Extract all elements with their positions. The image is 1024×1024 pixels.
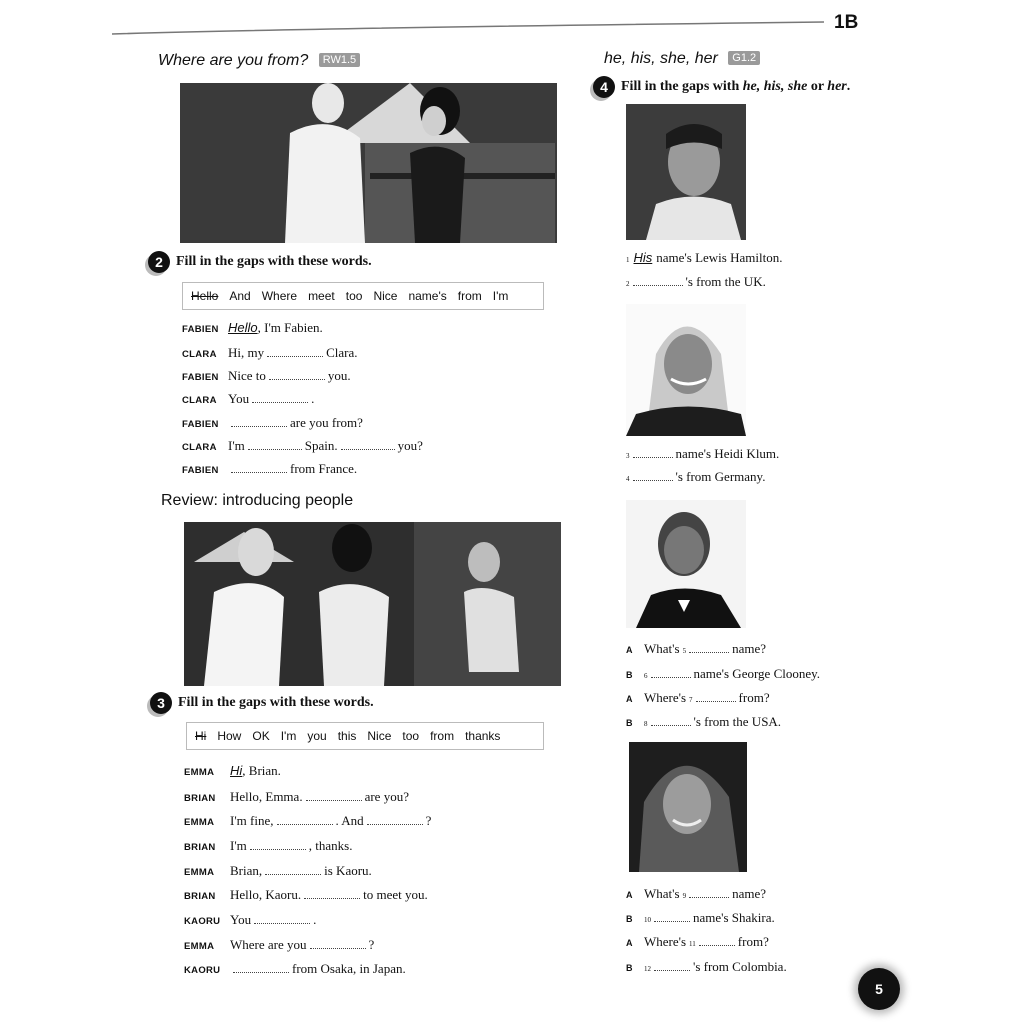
line-text: 's from the USA. xyxy=(693,714,782,729)
sentence-line xyxy=(626,445,779,462)
dialogue-line xyxy=(184,936,374,953)
speaker-label: KAORU xyxy=(184,916,221,927)
item-number: 10 xyxy=(644,916,651,924)
line-text: 's from Colombia. xyxy=(693,959,787,974)
reference-tag: G1.2 xyxy=(728,51,760,65)
exercise-instruction: Fill in the gaps with these words. xyxy=(176,254,372,269)
line-text: you? xyxy=(397,438,423,453)
dialogue-line xyxy=(182,320,323,336)
answer-gap[interactable] xyxy=(651,713,691,726)
answer-gap[interactable] xyxy=(252,390,308,403)
speaker-label: FABIEN xyxy=(182,465,219,476)
answer-gap[interactable] xyxy=(633,273,683,286)
word-chip: Nice xyxy=(367,729,392,743)
word-chip: thanks xyxy=(465,729,501,743)
answer-gap[interactable] xyxy=(633,445,673,458)
dialogue-line xyxy=(626,689,770,706)
dialogue-line xyxy=(184,960,406,977)
speaker-label: CLARA xyxy=(182,349,217,360)
line-text: from Osaka, in Japan. xyxy=(292,961,406,976)
speaker-label: A xyxy=(626,890,633,900)
answer-gap[interactable] xyxy=(654,909,690,922)
dialogue-line xyxy=(626,958,787,975)
line-text: Where's xyxy=(644,690,687,705)
line-text: . xyxy=(313,912,317,927)
line-text: Hi, my xyxy=(228,345,265,360)
line-text: name's Shakira. xyxy=(693,910,775,925)
sentence-line xyxy=(626,273,766,290)
line-text: . And xyxy=(335,813,364,828)
section-title-where-from xyxy=(158,52,360,70)
photo-lewis-hamilton xyxy=(626,104,746,240)
dialogue-line xyxy=(182,390,314,407)
answer-gap[interactable] xyxy=(277,812,333,825)
item-number: 5 xyxy=(682,647,687,655)
dialogue-line xyxy=(626,640,766,657)
word-used: Hello xyxy=(191,289,219,303)
section-title-pronouns xyxy=(604,50,760,68)
answer-gap[interactable] xyxy=(341,437,395,450)
word-chip: Where xyxy=(261,289,298,303)
section-title-review: Review: introducing people xyxy=(161,492,354,509)
dialogue-line xyxy=(182,437,423,454)
speaker-label: A xyxy=(626,645,633,655)
word-chip: Nice xyxy=(373,289,398,303)
line-text: name? xyxy=(732,641,766,656)
line-text: Where are you xyxy=(230,937,307,952)
instruction-words: her xyxy=(827,79,847,94)
dialogue-line xyxy=(626,933,769,950)
answer-gap[interactable] xyxy=(231,460,287,473)
speaker-label: FABIEN xyxy=(182,419,219,430)
dialogue-line xyxy=(184,911,316,928)
word-chip: I'm xyxy=(492,289,509,303)
speaker-label: CLARA xyxy=(182,442,217,453)
page-number-badge: 5 xyxy=(858,968,900,1010)
sentence-line xyxy=(626,250,782,266)
line-text: I'm xyxy=(228,438,245,453)
line-text: What's xyxy=(644,641,680,656)
line-text: from France. xyxy=(290,461,358,476)
exercise-number: 2 xyxy=(148,251,170,273)
answer-gap[interactable] xyxy=(254,911,310,924)
answer-gap[interactable] xyxy=(248,437,302,450)
item-number: 8 xyxy=(644,720,648,728)
word-chip: And xyxy=(229,289,251,303)
line-text: Brian, xyxy=(230,863,263,878)
photo-heidi-klum xyxy=(626,304,746,436)
speaker-label: FABIEN xyxy=(182,372,219,383)
section-title-text: he, his, she, her xyxy=(604,50,718,67)
example-answer: Hello xyxy=(228,320,258,335)
line-text: Hello, Kaoru. xyxy=(230,887,302,902)
line-text: You xyxy=(228,391,250,406)
dialogue-line xyxy=(184,862,372,879)
item-number: 7 xyxy=(689,696,693,704)
dialogue-line xyxy=(626,909,775,926)
line-text: is Kaoru. xyxy=(324,863,372,878)
answer-gap[interactable] xyxy=(689,885,729,898)
example-answer: His xyxy=(633,250,653,265)
instruction-text: or xyxy=(810,79,824,94)
line-text: name's George Clooney. xyxy=(693,666,821,681)
line-text: from? xyxy=(737,934,769,949)
word-chip: this xyxy=(337,729,357,743)
example-answer: Hi xyxy=(230,763,243,778)
answer-gap[interactable] xyxy=(269,367,325,380)
line-text: are you? xyxy=(364,789,409,804)
answer-gap[interactable] xyxy=(231,414,287,427)
line-text: Hello, Emma. xyxy=(230,789,303,804)
word-chip: I'm xyxy=(280,729,297,743)
answer-gap[interactable] xyxy=(633,468,673,481)
unit-label: 1B xyxy=(834,12,859,33)
dialogue-line xyxy=(626,885,766,902)
line-text: ? xyxy=(425,813,432,828)
exercise-number: 4 xyxy=(593,76,615,98)
answer-gap[interactable] xyxy=(250,837,306,850)
section-title-text: Where are you from? xyxy=(158,52,309,69)
line-text: ? xyxy=(368,937,375,952)
dialogue-line xyxy=(184,886,428,903)
answer-gap[interactable] xyxy=(267,344,323,357)
line-text: are you from? xyxy=(290,415,363,430)
word-chip: too xyxy=(402,729,420,743)
line-text: . xyxy=(311,391,315,406)
answer-gap[interactable] xyxy=(310,936,366,949)
answer-gap[interactable] xyxy=(233,960,289,973)
speaker-label: B xyxy=(626,914,633,924)
speaker-label: EMMA xyxy=(184,817,215,828)
word-chip: meet xyxy=(308,289,335,303)
item-number: 9 xyxy=(682,892,687,900)
line-text: Spain. xyxy=(304,438,338,453)
speaker-label: B xyxy=(626,963,633,973)
line-text: 's from the UK. xyxy=(685,274,766,289)
reference-tag: RW1.5 xyxy=(319,53,360,67)
answer-gap[interactable] xyxy=(265,862,321,875)
word-chip: you xyxy=(307,729,327,743)
answer-gap[interactable] xyxy=(696,689,736,702)
answer-gap[interactable] xyxy=(304,886,360,899)
word-box-exercise-2 xyxy=(182,282,544,310)
speaker-label: CLARA xyxy=(182,395,217,406)
sentence-line xyxy=(626,468,765,485)
line-text: Clara. xyxy=(326,345,358,360)
dialogue-line xyxy=(182,344,358,361)
photo-shakira xyxy=(629,742,747,872)
dialogue-line xyxy=(184,788,409,805)
speaker-label: A xyxy=(626,694,633,704)
speaker-label: EMMA xyxy=(184,867,215,878)
item-number: 1 xyxy=(626,256,630,264)
speaker-label: B xyxy=(626,670,633,680)
answer-gap[interactable] xyxy=(651,665,691,678)
answer-gap[interactable] xyxy=(306,788,362,801)
word-box-exercise-3 xyxy=(186,722,544,750)
speaker-label: A xyxy=(626,938,633,948)
line-text: name's Heidi Klum. xyxy=(675,446,780,461)
dialogue-line xyxy=(184,812,431,829)
exercise-4-heading xyxy=(593,76,850,98)
exercise-3-heading xyxy=(150,692,374,714)
speaker-label: FABIEN xyxy=(182,324,219,335)
dialogue-line xyxy=(626,713,781,730)
line-text: I'm fine, xyxy=(230,813,274,828)
word-chip: too xyxy=(345,289,363,303)
item-number: 6 xyxy=(644,672,648,680)
word-chip: from xyxy=(430,729,455,743)
photo-george-clooney xyxy=(626,500,746,628)
line-text: , thanks. xyxy=(308,838,353,853)
line-text: Nice to xyxy=(228,368,266,383)
line-text: What's xyxy=(644,886,680,901)
photo-fabien-clara xyxy=(180,83,557,243)
instruction-words: he, his, she xyxy=(742,79,808,94)
speaker-label: BRIAN xyxy=(184,842,216,853)
line-text: to meet you. xyxy=(363,887,428,902)
word-chip: from xyxy=(457,289,482,303)
line-text: I'm xyxy=(230,838,247,853)
item-number: 4 xyxy=(626,475,630,483)
line-text: name's Lewis Hamilton. xyxy=(656,250,783,265)
line-text: from? xyxy=(738,690,770,705)
dialogue-line xyxy=(182,414,363,431)
word-chip: name's xyxy=(408,289,447,303)
instruction-text: Fill in the gaps with xyxy=(621,79,740,94)
answer-gap[interactable] xyxy=(654,958,690,971)
speaker-label: BRIAN xyxy=(184,891,216,902)
item-number: 3 xyxy=(626,452,630,460)
word-chip: How xyxy=(217,729,242,743)
header-rule xyxy=(112,18,824,36)
dialogue-line xyxy=(182,460,357,477)
item-number: 11 xyxy=(689,940,696,948)
item-number: 2 xyxy=(626,280,630,288)
speaker-label: KAORU xyxy=(184,965,221,976)
line-text: you. xyxy=(327,368,351,383)
photo-emma-brian-kaoru xyxy=(184,522,561,686)
speaker-label: B xyxy=(626,718,633,728)
answer-gap[interactable] xyxy=(699,933,735,946)
word-used: Hi xyxy=(195,729,207,743)
line-text: Where's xyxy=(644,934,687,949)
line-text: , I'm Fabien. xyxy=(257,320,323,335)
dialogue-line xyxy=(182,367,351,384)
line-text: name? xyxy=(732,886,766,901)
dialogue-line xyxy=(626,665,820,682)
dialogue-line xyxy=(184,837,353,854)
exercise-instruction: Fill in the gaps with he, his, she or her. xyxy=(621,79,851,94)
item-number: 12 xyxy=(644,965,651,973)
speaker-label: BRIAN xyxy=(184,793,216,804)
line-text: You xyxy=(230,912,252,927)
exercise-2-heading xyxy=(148,251,372,273)
speaker-label: EMMA xyxy=(184,767,215,778)
answer-gap[interactable] xyxy=(367,812,423,825)
exercise-instruction: Fill in the gaps with these words. xyxy=(178,695,374,710)
line-text: , Brian. xyxy=(242,763,281,778)
dialogue-line xyxy=(184,763,281,779)
answer-gap[interactable] xyxy=(689,640,729,653)
word-chip: OK xyxy=(252,729,270,743)
speaker-label: EMMA xyxy=(184,941,215,952)
exercise-number: 3 xyxy=(150,692,172,714)
line-text: 's from Germany. xyxy=(675,469,766,484)
